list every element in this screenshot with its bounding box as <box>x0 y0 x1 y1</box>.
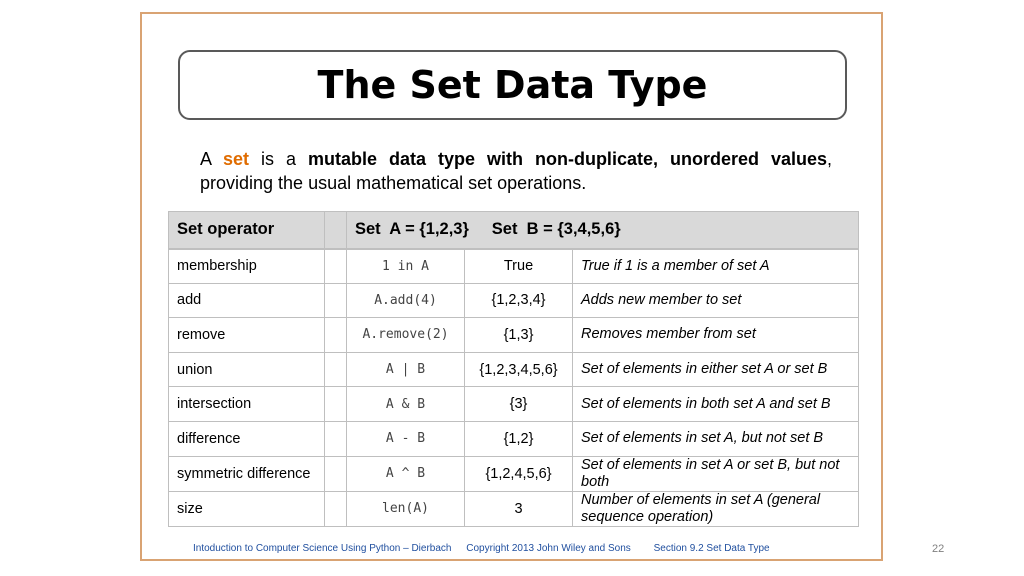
expression-cell: A & B <box>347 387 465 422</box>
gap-cell <box>325 491 347 526</box>
operator-cell: size <box>169 491 325 526</box>
definition-bold: mutable data type with non-duplicate, unordered values <box>308 149 827 169</box>
description-cell: Removes member from set <box>573 318 859 353</box>
operator-cell: union <box>169 352 325 387</box>
description-cell: Set of elements in either set A or set B <box>573 352 859 387</box>
footer-section: Section 9.2 Set Data Type <box>653 543 770 554</box>
expression-cell: len(A) <box>347 491 465 526</box>
operator-cell: intersection <box>169 387 325 422</box>
operator-cell: membership <box>169 249 325 284</box>
set-definition <box>200 147 832 195</box>
description-cell: Adds new member to set <box>573 283 859 318</box>
table-body <box>169 249 859 527</box>
gap-cell <box>325 249 347 284</box>
table-row <box>169 491 859 526</box>
result-cell: {1,2,3,4,5,6} <box>465 352 573 387</box>
expression-cell: A.remove(2) <box>347 318 465 353</box>
result-cell: True <box>465 249 573 284</box>
table-row <box>169 283 859 318</box>
result-cell: {1,2,4,5,6} <box>465 456 573 491</box>
description-cell: Set of elements in both set A and set B <box>573 387 859 422</box>
result-cell: {1,3} <box>465 318 573 353</box>
gap-cell <box>325 456 347 491</box>
definition-text-1: A <box>200 149 223 169</box>
description-cell: Set of elements in set A or set B, but not both <box>573 456 859 491</box>
description-cell: Set of elements in set A, but not set B <box>573 421 859 456</box>
set-operators-table <box>168 211 859 527</box>
description-cell: True if 1 is a member of set A <box>573 249 859 284</box>
footer-copyright: Copyright 2013 John Wiley and Sons <box>466 543 631 554</box>
gap-cell <box>325 352 347 387</box>
table-row <box>169 421 859 456</box>
result-cell: {1,2,3,4} <box>465 283 573 318</box>
expression-cell: 1 in A <box>347 249 465 284</box>
definition-text-2: is a <box>249 149 308 169</box>
description-cell: Number of elements in set A (general sequence operation) <box>573 491 859 526</box>
table-row <box>169 249 859 284</box>
table-row <box>169 352 859 387</box>
expression-cell: A ^ B <box>347 456 465 491</box>
gap-cell <box>325 387 347 422</box>
operator-cell: difference <box>169 421 325 456</box>
header-gap <box>325 212 347 249</box>
page-number: 22 <box>932 543 945 555</box>
slide-title: The Set Data Type <box>317 63 708 107</box>
result-cell: 3 <box>465 491 573 526</box>
definition-text-3: , providing the usual mathematical set operations. <box>200 149 833 193</box>
expression-cell: A | B <box>347 352 465 387</box>
result-cell: {3} <box>465 387 573 422</box>
table-header-row <box>169 212 859 249</box>
title-box <box>178 50 847 120</box>
gap-cell <box>325 421 347 456</box>
footer-book: Intoduction to Computer Science Using Python – Dierbach <box>193 543 452 554</box>
header-set-operator: Set operator <box>169 212 325 249</box>
definition-term: set <box>223 149 250 169</box>
table-row <box>169 456 859 491</box>
result-cell: {1,2} <box>465 421 573 456</box>
table-row <box>169 387 859 422</box>
table-row <box>169 318 859 353</box>
expression-cell: A.add(4) <box>347 283 465 318</box>
gap-cell <box>325 283 347 318</box>
header-example-sets: Set A = {1,2,3} Set B = {3,4,5,6} <box>347 212 859 249</box>
operator-cell: add <box>169 283 325 318</box>
operator-cell: remove <box>169 318 325 353</box>
slide-footer <box>193 543 782 554</box>
expression-cell: A - B <box>347 421 465 456</box>
gap-cell <box>325 318 347 353</box>
operator-cell: symmetric difference <box>169 456 325 491</box>
